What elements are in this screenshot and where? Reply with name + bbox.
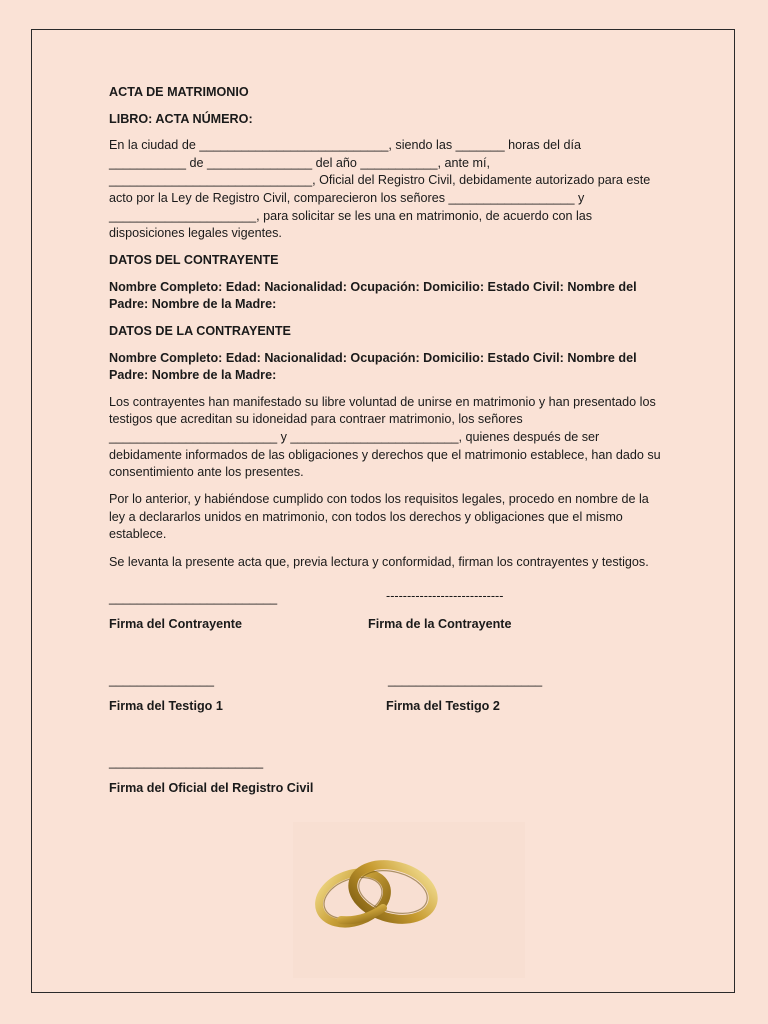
witness2-signature-line: ______________________ [388,673,543,687]
witness1-signature-label: Firma del Testigo 1 [109,699,223,713]
officer-signature-line: ______________________ [109,755,264,769]
bride-signature-label: Firma de la Contrayente [368,617,512,631]
bride-signature-line: ---------------------------- [386,589,504,603]
intro-paragraph: En la ciudad de ___________________________, siendo las _______ horas del día ___________ de _______________ del año ___________, ante mí, _____________________________, Oficial del Registro Civil, debidamente autorizado para este acto por la Ley de Registro Civil, comparecieron los señores __________________ y _____________________, para solicitar se les una en matrimonio, de acuerdo con las disposiciones legales vigentes. [109,138,651,241]
document-body [109,84,661,581]
closing-paragraph: Se levanta la presente acta que, previa lectura y conformidad, firman los contrayentes y testigos. [109,554,649,569]
witness2-signature-label: Firma del Testigo 2 [386,699,500,713]
wedding-rings-image [293,822,525,978]
witness1-signature-line: _______________ [109,673,215,687]
document-title: ACTA DE MATRIMONIO [109,85,249,99]
groom-fields: Nombre Completo: Edad: Nacionalidad: Ocupación: Domicilio: Estado Civil: Nombre del Padre: Nombre de la Madre: [109,279,637,312]
officer-signature-label: Firma del Oficial del Registro Civil [109,781,314,795]
declaration-paragraph: Por lo anterior, y habiéndose cumplido con todos los requisitos legales, procedo en nombre de la ley a declararlos unidos en matrimonio, con todos los derechos y obligaciones que el mismo establece. [109,492,649,542]
groom-signature-line: ________________________ [109,591,278,605]
groom-heading: DATOS DEL CONTRAYENTE [109,253,279,268]
witnesses-paragraph: Los contrayentes han manifestado su libre voluntad de unirse en matrimonio y han presentado los testigos que acreditan su idoneidad para contraer matrimonio, los señores ________________________ y ________________________, quienes después de ser debidamente informados de las obligaciones y derechos que el matrimonio establece, han dado su consentimiento ante los presentes. [109,394,661,480]
bride-heading: DATOS DE LA CONTRAYENTE [109,324,291,339]
groom-signature-label: Firma del Contrayente [109,617,242,631]
bride-fields: Nombre Completo: Edad: Nacionalidad: Ocupación: Domicilio: Estado Civil: Nombre del Padre: Nombre de la Madre: [109,350,637,383]
wedding-rings-icon [293,822,525,978]
book-number-line: LIBRO: ACTA NÚMERO: [109,111,253,126]
